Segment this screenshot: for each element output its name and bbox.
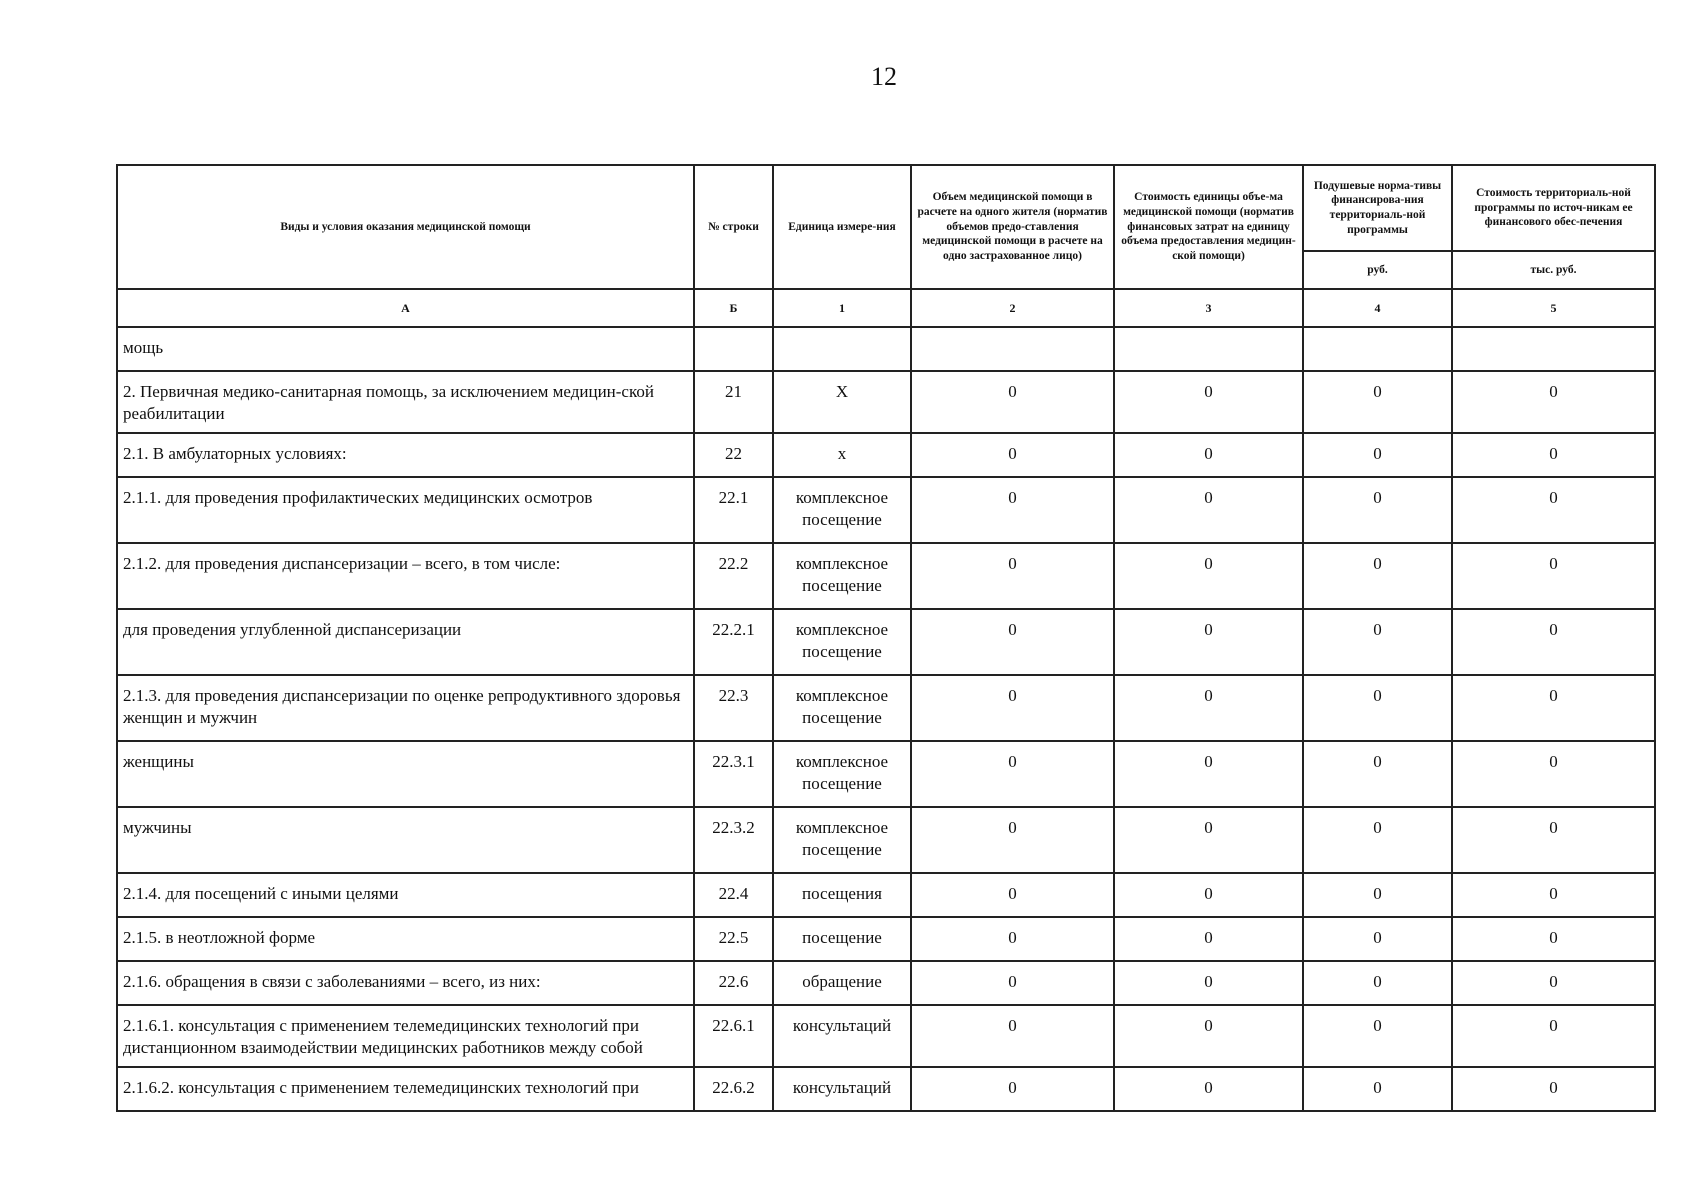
row-unit-cell: комплексное посещение <box>773 741 911 807</box>
row-per-capita-cell: 0 <box>1303 433 1452 477</box>
column-code: 4 <box>1303 289 1452 327</box>
row-per-capita-cell: 0 <box>1303 477 1452 543</box>
row-unit-cell: комплексное посещение <box>773 675 911 741</box>
row-number-cell: 22.3.1 <box>694 741 773 807</box>
row-name-cell: для проведения углубленной диспансеризации <box>117 609 694 675</box>
row-per-capita-cell: 0 <box>1303 1005 1452 1067</box>
row-volume-cell: 0 <box>911 433 1114 477</box>
row-number-cell: 21 <box>694 371 773 433</box>
row-name-cell: 2.1.6. обращения в связи с заболеваниями – всего, из них: <box>117 961 694 1005</box>
header-per-capita: Подушевые норма-тивы финансирова-ния территориаль-ной программы <box>1303 165 1452 251</box>
row-volume-cell: 0 <box>911 675 1114 741</box>
column-code: 2 <box>911 289 1114 327</box>
row-volume-cell <box>911 327 1114 371</box>
row-unit-cost-cell: 0 <box>1114 917 1303 961</box>
row-per-capita-cell: 0 <box>1303 873 1452 917</box>
row-volume-cell: 0 <box>911 961 1114 1005</box>
row-unit-cost-cell: 0 <box>1114 873 1303 917</box>
row-name-cell: 2.1.6.1. консультация с применением телемедицинских технологий при дистанционном взаимодействии медицинских работников между собой <box>117 1005 694 1067</box>
row-volume-cell: 0 <box>911 873 1114 917</box>
row-number-cell: 22.3.2 <box>694 807 773 873</box>
page-number: 12 <box>871 62 897 91</box>
row-total-cell: 0 <box>1452 1067 1655 1111</box>
row-name-cell: 2.1.5. в неотложной форме <box>117 917 694 961</box>
row-unit-cost-cell: 0 <box>1114 543 1303 609</box>
row-number-cell <box>694 327 773 371</box>
table-row <box>117 477 1655 543</box>
row-unit-cost-cell: 0 <box>1114 371 1303 433</box>
table-row <box>117 543 1655 609</box>
row-name-cell: 2. Первичная медико-санитарная помощь, за исключением медицин-ской реабилитации <box>117 371 694 433</box>
row-total-cell: 0 <box>1452 477 1655 543</box>
header-unit-cost: Стоимость единицы объе-ма медицинской помощи (норматив финансовых затрат на единицу объема предоставления медицин-ской помощи) <box>1114 165 1303 289</box>
table-row <box>117 873 1655 917</box>
row-volume-cell: 0 <box>911 1067 1114 1111</box>
table-row <box>117 371 1655 433</box>
row-unit-cell: X <box>773 371 911 433</box>
row-unit-cell: консультаций <box>773 1067 911 1111</box>
row-total-cell: 0 <box>1452 961 1655 1005</box>
row-total-cell: 0 <box>1452 543 1655 609</box>
row-volume-cell: 0 <box>911 477 1114 543</box>
row-name-cell: женщины <box>117 741 694 807</box>
row-unit-cost-cell: 0 <box>1114 1067 1303 1111</box>
row-number-cell: 22.3 <box>694 675 773 741</box>
row-name-cell: 2.1.4. для посещений с иными целями <box>117 873 694 917</box>
header-per-capita-unit: руб. <box>1303 251 1452 289</box>
row-unit-cell: комплексное посещение <box>773 807 911 873</box>
row-per-capita-cell <box>1303 327 1452 371</box>
table-row <box>117 741 1655 807</box>
table-row <box>117 327 1655 371</box>
header-program-cost-unit: тыс. руб. <box>1452 251 1655 289</box>
row-volume-cell: 0 <box>911 609 1114 675</box>
row-number-cell: 22.6.2 <box>694 1067 773 1111</box>
row-volume-cell: 0 <box>911 1005 1114 1067</box>
row-number-cell: 22.4 <box>694 873 773 917</box>
row-unit-cost-cell: 0 <box>1114 609 1303 675</box>
row-unit-cell: консультаций <box>773 1005 911 1067</box>
header-row <box>117 165 1655 251</box>
row-unit-cell: х <box>773 433 911 477</box>
row-name-cell: 2.1. В амбулаторных условиях: <box>117 433 694 477</box>
header-program-cost: Стоимость территориаль-ной программы по источ-никам ее финансового обес-печения <box>1452 165 1655 251</box>
row-unit-cell: комплексное посещение <box>773 609 911 675</box>
row-unit-cost-cell <box>1114 327 1303 371</box>
row-per-capita-cell: 0 <box>1303 609 1452 675</box>
row-name-cell: 2.1.3. для проведения диспансеризации по оценке репродуктивного здоровья женщин и мужчин <box>117 675 694 741</box>
table-row <box>117 675 1655 741</box>
financing-table <box>116 164 1656 1112</box>
column-code: Б <box>694 289 773 327</box>
row-volume-cell: 0 <box>911 371 1114 433</box>
row-name-cell: мощь <box>117 327 694 371</box>
row-total-cell: 0 <box>1452 807 1655 873</box>
row-unit-cost-cell: 0 <box>1114 1005 1303 1067</box>
row-number-cell: 22 <box>694 433 773 477</box>
table-row <box>117 807 1655 873</box>
row-unit-cost-cell: 0 <box>1114 477 1303 543</box>
row-total-cell: 0 <box>1452 433 1655 477</box>
row-unit-cell <box>773 327 911 371</box>
column-code: 3 <box>1114 289 1303 327</box>
header-kind: Виды и условия оказания медицинской помощи <box>117 165 694 289</box>
row-number-cell: 22.1 <box>694 477 773 543</box>
row-number-cell: 22.2.1 <box>694 609 773 675</box>
row-total-cell: 0 <box>1452 371 1655 433</box>
row-unit-cost-cell: 0 <box>1114 807 1303 873</box>
row-per-capita-cell: 0 <box>1303 543 1452 609</box>
row-number-cell: 22.2 <box>694 543 773 609</box>
row-total-cell: 0 <box>1452 609 1655 675</box>
row-name-cell: 2.1.2. для проведения диспансеризации – всего, в том числе: <box>117 543 694 609</box>
row-total-cell: 0 <box>1452 873 1655 917</box>
table-row <box>117 609 1655 675</box>
row-unit-cell: обращение <box>773 961 911 1005</box>
header-row-no: № строки <box>694 165 773 289</box>
row-volume-cell: 0 <box>911 543 1114 609</box>
row-unit-cost-cell: 0 <box>1114 961 1303 1005</box>
row-volume-cell: 0 <box>911 807 1114 873</box>
row-number-cell: 22.5 <box>694 917 773 961</box>
row-unit-cost-cell: 0 <box>1114 675 1303 741</box>
column-code: 1 <box>773 289 911 327</box>
table-body <box>117 327 1655 1111</box>
row-unit-cost-cell: 0 <box>1114 741 1303 807</box>
column-codes-row <box>117 289 1655 327</box>
row-volume-cell: 0 <box>911 917 1114 961</box>
row-number-cell: 22.6 <box>694 961 773 1005</box>
row-unit-cell: посещение <box>773 917 911 961</box>
column-code: 5 <box>1452 289 1655 327</box>
header-volume: Объем медицинской помощи в расчете на одного жителя (норматив объемов предо-ставления медицинской помощи в расчете на одно застрахованное лицо) <box>911 165 1114 289</box>
row-total-cell: 0 <box>1452 1005 1655 1067</box>
row-name-cell: мужчины <box>117 807 694 873</box>
header-unit: Единица измере-ния <box>773 165 911 289</box>
row-total-cell: 0 <box>1452 917 1655 961</box>
row-volume-cell: 0 <box>911 741 1114 807</box>
row-per-capita-cell: 0 <box>1303 917 1452 961</box>
column-code: А <box>117 289 694 327</box>
table-row <box>117 917 1655 961</box>
row-per-capita-cell: 0 <box>1303 961 1452 1005</box>
row-name-cell: 2.1.6.2. консультация с применением телемедицинских технологий при <box>117 1067 694 1111</box>
row-total-cell: 0 <box>1452 741 1655 807</box>
table-row <box>117 1005 1655 1067</box>
row-per-capita-cell: 0 <box>1303 675 1452 741</box>
row-unit-cost-cell: 0 <box>1114 433 1303 477</box>
row-number-cell: 22.6.1 <box>694 1005 773 1067</box>
table-row <box>117 1067 1655 1111</box>
row-total-cell: 0 <box>1452 675 1655 741</box>
row-per-capita-cell: 0 <box>1303 741 1452 807</box>
row-unit-cell: комплексное посещение <box>773 543 911 609</box>
row-per-capita-cell: 0 <box>1303 807 1452 873</box>
table-row <box>117 433 1655 477</box>
row-unit-cell: посещения <box>773 873 911 917</box>
row-unit-cell: комплексное посещение <box>773 477 911 543</box>
row-name-cell: 2.1.1. для проведения профилактических медицинских осмотров <box>117 477 694 543</box>
row-per-capita-cell: 0 <box>1303 1067 1452 1111</box>
table-row <box>117 961 1655 1005</box>
row-total-cell <box>1452 327 1655 371</box>
row-per-capita-cell: 0 <box>1303 371 1452 433</box>
